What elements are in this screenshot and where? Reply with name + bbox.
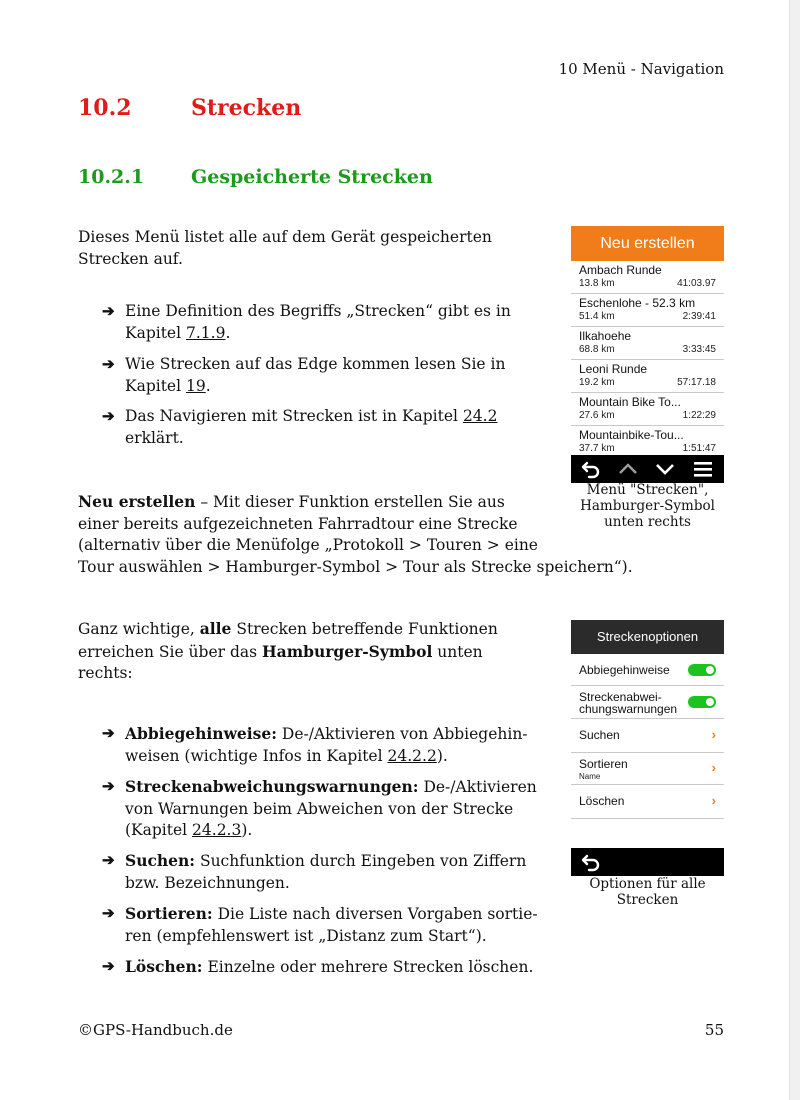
bullet-text: bzw. Bezeichnungen. <box>125 873 290 892</box>
option-label: Sortieren <box>579 757 628 771</box>
bullet-text: ren (empfehlenswert ist „Distanz zum Start“). <box>125 926 487 945</box>
term-bold: Streckenabweichungswarnungen: <box>125 777 419 796</box>
bullet-text: Kapitel <box>125 323 186 342</box>
route-row[interactable] <box>571 294 724 327</box>
term-bold: Löschen: <box>125 957 203 976</box>
arrow-right-icon: ➔ <box>102 957 115 975</box>
intro-paragraph <box>78 227 492 270</box>
route-name: Mountainbike-Tou... <box>579 428 684 442</box>
option-label: chungswarnungen <box>579 702 678 716</box>
subsection-heading <box>78 166 433 188</box>
arrow-right-icon: ➔ <box>102 904 115 922</box>
bullet-text: . <box>205 376 211 395</box>
bullet-text: erklärt. <box>125 428 184 447</box>
route-row[interactable] <box>571 261 724 294</box>
page-number: 55 <box>704 1021 724 1039</box>
bullet-text: Eine Definition des Begriffs „Strecken“ gibt es in <box>125 302 511 320</box>
new-route-button[interactable]: Neu erstellen <box>571 226 724 261</box>
intro-line: Dieses Menü listet alle auf dem Gerät gespeicherten <box>78 228 492 246</box>
intro-line: Strecken auf. <box>78 249 183 268</box>
route-distance: 37.7 km <box>579 443 615 454</box>
running-header: 10 Menü - Navigation <box>558 60 724 78</box>
route-time: 1:22:29 <box>682 410 716 421</box>
section-title: Strecken <box>191 95 302 121</box>
paragraph-text: (alternativ über die Menüfolge „Protokoll > Touren > eine <box>78 536 538 554</box>
option-sublabel: Name <box>579 772 601 781</box>
route-row[interactable] <box>571 360 724 393</box>
device-screen-routes <box>571 226 724 483</box>
arrow-right-icon: ➔ <box>102 851 115 869</box>
route-row[interactable] <box>571 426 724 458</box>
route-name: Ilkahoehe <box>579 329 632 343</box>
toggle-on-icon[interactable] <box>688 696 716 708</box>
option-label: Löschen <box>579 794 625 808</box>
paragraph-text: Ganz wichtige, <box>78 620 200 638</box>
route-name: Ambach Runde <box>579 263 662 277</box>
arrow-right-icon: ➔ <box>102 777 115 795</box>
chevron-up-icon[interactable] <box>618 461 638 477</box>
bullet-text: ). <box>436 746 448 765</box>
device-screen-route-options <box>571 620 724 876</box>
route-row[interactable] <box>571 393 724 426</box>
option-search[interactable] <box>571 719 724 753</box>
option-delete[interactable] <box>571 785 724 819</box>
bullet-text: Suchfunktion durch Eingeben von Ziffern <box>195 852 527 870</box>
route-time: 1:51:47 <box>682 443 716 454</box>
arrow-right-icon: ➔ <box>102 407 115 425</box>
device-nav-bar <box>571 848 724 876</box>
bullet-text: Einzelne oder mehrere Strecken löschen. <box>202 958 534 976</box>
page-edge <box>789 0 800 1100</box>
chevron-right-icon: › <box>711 793 716 808</box>
chevron-down-icon[interactable] <box>655 461 675 477</box>
subsection-title: Gespeicherte Strecken <box>191 166 433 188</box>
route-row[interactable] <box>571 327 724 360</box>
bullet-text: von Warnungen beim Abweichen von der Strecke <box>125 799 514 818</box>
route-distance: 27.6 km <box>579 410 615 421</box>
bullet-text: . <box>225 323 231 342</box>
hamburger-paragraph <box>78 618 558 685</box>
term-bold: Sortieren: <box>125 904 213 923</box>
bullet-text: Das Navigieren mit Strecken ist in Kapitel <box>125 407 463 425</box>
back-arrow-icon[interactable] <box>581 852 601 872</box>
figure-caption-routes <box>571 482 724 530</box>
paragraph-text: Strecken betreffende Funktionen <box>231 620 498 638</box>
caption-line: Optionen für alle <box>589 876 706 892</box>
chevron-right-icon: › <box>711 760 716 775</box>
arrow-right-icon: ➔ <box>102 302 115 320</box>
subsection-number: 10.2.1 <box>78 166 145 188</box>
section-number: 10.2 <box>78 95 132 121</box>
route-time: 57:17.18 <box>677 377 716 388</box>
term-bold: alle <box>199 619 232 638</box>
bullet-text: De-/Aktivieren <box>418 778 537 796</box>
footer-copyright: ©GPS-Handbuch.de <box>78 1021 233 1039</box>
route-name: Eschenlohe - 52.3 km <box>579 296 696 310</box>
route-time: 41:03.97 <box>677 278 716 289</box>
route-time: 2:39:41 <box>682 311 716 322</box>
arrow-right-icon: ➔ <box>102 724 115 742</box>
arrow-right-icon: ➔ <box>102 355 115 373</box>
route-distance: 19.2 km <box>579 377 615 388</box>
paragraph-text: einer bereits aufgezeichneten Fahrradtour eine Strecke <box>78 514 518 533</box>
paragraph-text: – Mit dieser Funktion erstellen Sie aus <box>195 493 505 511</box>
option-sort[interactable] <box>571 753 724 785</box>
chapter-link[interactable]: 24.2.3 <box>192 821 242 839</box>
term-bold: Neu erstellen <box>78 492 196 511</box>
route-distance: 51.4 km <box>579 311 615 322</box>
chapter-link[interactable]: 24.2 <box>462 407 498 425</box>
bullet-text: ). <box>241 821 253 839</box>
option-label: Abbiegehinweise <box>579 663 670 677</box>
paragraph-text: erreichen Sie über das <box>78 642 263 661</box>
option-off-course-warnings[interactable] <box>571 686 724 719</box>
bullet-text: Wie Strecken auf das Edge kommen lesen Sie in <box>125 355 506 373</box>
toggle-on-icon[interactable] <box>688 664 716 676</box>
chapter-link[interactable]: 7.1.9 <box>186 323 226 342</box>
figure-caption-options <box>571 876 724 908</box>
term-bold: Hamburger-Symbol <box>262 641 433 661</box>
caption-line: Hamburger-Symbol <box>580 498 715 514</box>
route-time: 3:33:45 <box>682 344 716 355</box>
route-name: Leoni Runde <box>579 362 648 376</box>
paragraph-text: rechts: <box>78 664 133 682</box>
bullet-text: Kapitel <box>125 376 186 395</box>
bullet-text: De-/Aktivieren von Abbiegehin- <box>276 725 528 743</box>
option-label: Suchen <box>579 728 620 742</box>
caption-line: Strecken <box>616 892 679 908</box>
hamburger-menu-icon[interactable] <box>693 460 713 478</box>
bullet-text: Die Liste nach diversen Vorgaben sortie- <box>212 905 538 923</box>
option-turn-guidance[interactable] <box>571 654 724 686</box>
back-arrow-icon[interactable] <box>581 459 601 479</box>
bullet-text: weisen (wichtige Infos in Kapitel <box>125 746 388 765</box>
device-nav-bar <box>571 455 724 483</box>
route-name: Mountain Bike To... <box>579 395 681 409</box>
caption-line: Menü "Strecken", <box>586 482 709 498</box>
chevron-right-icon: › <box>711 727 716 742</box>
section-heading <box>78 95 301 121</box>
option-label: Streckenabwei- <box>579 690 662 704</box>
paragraph-text: Tour auswählen > Hamburger-Symbol > Tour als Strecke speichern“). <box>78 557 633 576</box>
bullet-text: (Kapitel <box>125 821 193 839</box>
chapter-link[interactable]: 19 <box>186 376 206 395</box>
chapter-link[interactable]: 24.2.2 <box>387 746 437 765</box>
caption-line: unten rechts <box>604 514 691 530</box>
term-bold: Abbiegehinweise: <box>125 724 277 743</box>
route-distance: 68.8 km <box>579 344 615 355</box>
term-bold: Suchen: <box>125 851 196 870</box>
paragraph-text: unten <box>432 642 483 661</box>
options-title: Streckenoptionen <box>571 620 724 654</box>
route-distance: 13.8 km <box>579 278 615 289</box>
